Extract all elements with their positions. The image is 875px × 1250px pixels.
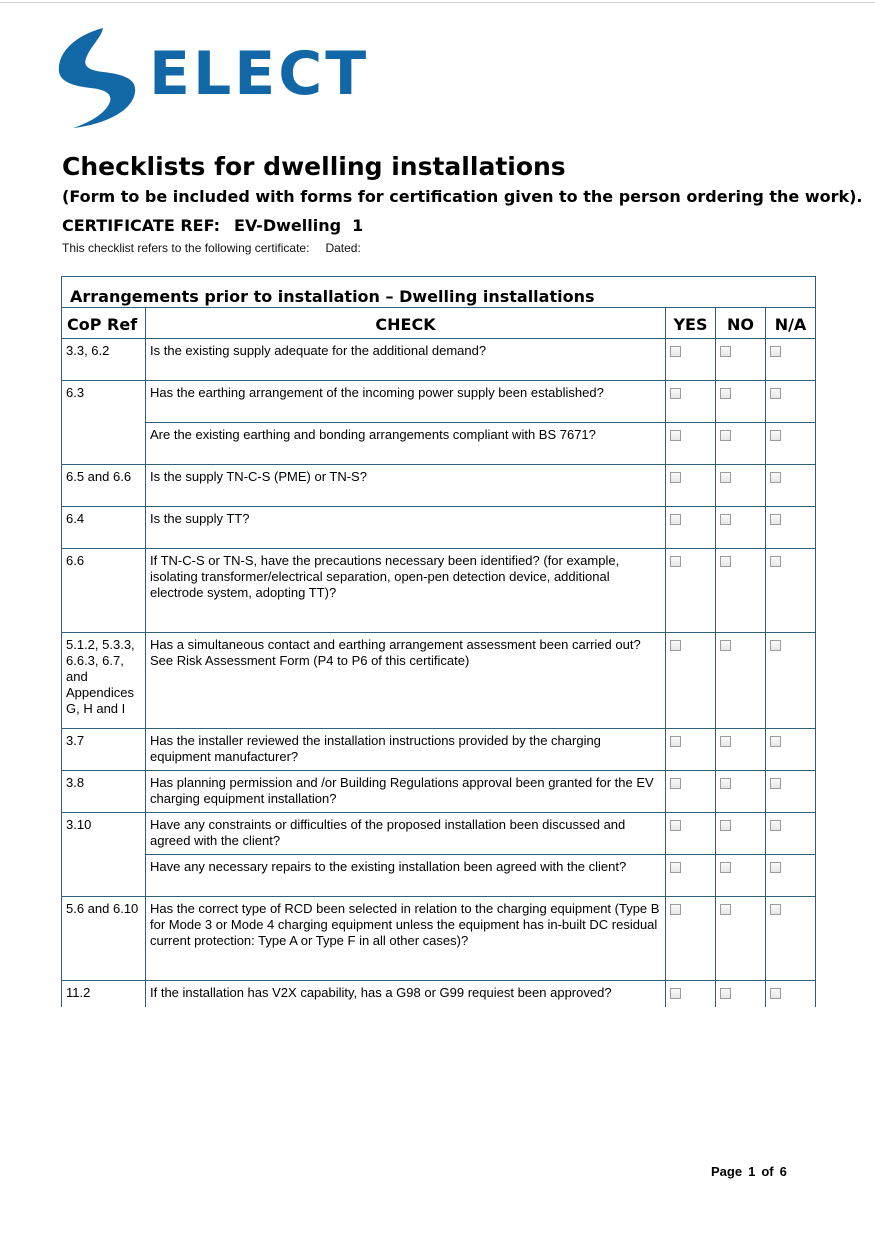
yes-checkbox[interactable]: [670, 640, 681, 651]
no-checkbox[interactable]: [720, 862, 731, 873]
table-row: [62, 423, 816, 465]
yes-checkbox[interactable]: [670, 346, 681, 357]
yes-checkbox[interactable]: [670, 988, 681, 999]
certificate-reference-line: [62, 240, 361, 256]
table-row: [62, 981, 816, 1007]
no-checkbox[interactable]: [720, 736, 731, 747]
table-row: [62, 549, 816, 633]
cop-ref-cell: 6.6: [62, 549, 146, 633]
na-checkbox[interactable]: [770, 904, 781, 915]
check-question: Has the correct type of RCD been selected in relation to the charging equipment (Type B for Mode 3 or Mode 4 charging equipment unless the equipment has in-built DC residual current protection: Type A or Type F in all other cases)?: [146, 897, 666, 981]
check-question: Has the installer reviewed the installation instructions provided by the charging equipment manufacturer?: [146, 729, 666, 771]
table-row: [62, 729, 816, 771]
na-checkbox[interactable]: [770, 388, 781, 399]
cop-ref-cell: 5.1.2, 5.3.3, 6.6.3, 6.7, and Appendices G, H and I: [62, 633, 146, 729]
check-question: Is the supply TN-C-S (PME) or TN-S?: [146, 465, 666, 507]
yes-checkbox[interactable]: [670, 820, 681, 831]
page-label: Page: [711, 1164, 743, 1179]
no-checkbox[interactable]: [720, 640, 731, 651]
check-question: Has planning permission and /or Building Regulations approval been granted for the EV charging equipment installation?: [146, 771, 666, 813]
cop-ref-cell: 6.5 and 6.6: [62, 465, 146, 507]
na-checkbox[interactable]: [770, 736, 781, 747]
table-row: [62, 465, 816, 507]
no-checkbox[interactable]: [720, 988, 731, 999]
page-number-footer: [711, 1164, 787, 1180]
na-checkbox[interactable]: [770, 820, 781, 831]
na-checkbox[interactable]: [770, 778, 781, 789]
na-checkbox[interactable]: [770, 346, 781, 357]
check-question: Is the existing supply adequate for the additional demand?: [146, 339, 666, 381]
cop-ref-cell: 3.7: [62, 729, 146, 771]
na-checkbox[interactable]: [770, 640, 781, 651]
table-row: [62, 507, 816, 549]
no-checkbox[interactable]: [720, 472, 731, 483]
cop-ref-cell: 3.10: [62, 813, 146, 897]
cop-ref-cell: 6.4: [62, 507, 146, 549]
no-checkbox[interactable]: [720, 820, 731, 831]
table-row: [62, 855, 816, 897]
yes-checkbox[interactable]: [670, 778, 681, 789]
header-no: NO: [716, 308, 766, 339]
s-swoosh-icon: [55, 26, 155, 130]
table-row: [62, 897, 816, 981]
cert-ref-value: EV-Dwelling 1: [234, 216, 364, 235]
na-checkbox[interactable]: [770, 430, 781, 441]
na-checkbox[interactable]: [770, 514, 781, 525]
cop-ref-cell: 3.8: [62, 771, 146, 813]
section-title: Arrangements prior to installation – Dwelling installations: [62, 277, 816, 308]
checklist-table: [61, 276, 816, 1007]
check-question: Is the supply TT?: [146, 507, 666, 549]
table-row: [62, 381, 816, 423]
no-checkbox[interactable]: [720, 778, 731, 789]
cop-ref-cell: 5.6 and 6.10: [62, 897, 146, 981]
na-checkbox[interactable]: [770, 556, 781, 567]
yes-checkbox[interactable]: [670, 514, 681, 525]
no-checkbox[interactable]: [720, 346, 731, 357]
check-question: Have any necessary repairs to the existing installation been agreed with the client?: [146, 855, 666, 897]
yes-checkbox[interactable]: [670, 862, 681, 873]
cert-ref-label: CERTIFICATE REF:: [62, 216, 221, 235]
no-checkbox[interactable]: [720, 904, 731, 915]
yes-checkbox[interactable]: [670, 430, 681, 441]
table-row: [62, 339, 816, 381]
refers-text: This checklist refers to the following certificate:: [62, 241, 310, 255]
select-logo: [55, 26, 370, 130]
no-checkbox[interactable]: [720, 514, 731, 525]
check-question: Has a simultaneous contact and earthing arrangement assessment been carried out? See Risk Assessment Form (P4 to P6 of this certificate): [146, 633, 666, 729]
table-row: [62, 633, 816, 729]
yes-checkbox[interactable]: [670, 736, 681, 747]
check-question: Have any constraints or difficulties of the proposed installation been discussed and agreed with the client?: [146, 813, 666, 855]
cop-ref-cell: 6.3: [62, 381, 146, 465]
check-question: If TN-C-S or TN-S, have the precautions necessary been identified? (for example, isolating transformer/electrical separation, open-pen detection device, additional electrode system, adopting TT)?: [146, 549, 666, 633]
of-label: of: [761, 1164, 774, 1179]
logo-wordmark: ELECT: [149, 39, 370, 109]
header-check: CHECK: [146, 308, 666, 339]
na-checkbox[interactable]: [770, 472, 781, 483]
yes-checkbox[interactable]: [670, 388, 681, 399]
page-subtitle: (Form to be included with forms for certification given to the person ordering the work).: [62, 187, 863, 206]
na-checkbox[interactable]: [770, 862, 781, 873]
table-row: [62, 771, 816, 813]
check-question: Are the existing earthing and bonding arrangements compliant with BS 7671?: [146, 423, 666, 465]
top-divider: [0, 2, 875, 3]
no-checkbox[interactable]: [720, 556, 731, 567]
yes-checkbox[interactable]: [670, 556, 681, 567]
check-question: If the installation has V2X capability, has a G98 or G99 requiest been approved?: [146, 981, 666, 1007]
dated-label: Dated:: [325, 241, 361, 255]
page-total: 6: [779, 1164, 787, 1179]
table-header-row: [62, 308, 816, 339]
cop-ref-cell: 11.2: [62, 981, 146, 1007]
certificate-ref: [62, 215, 363, 237]
page-title: Checklists for dwelling installations: [62, 152, 566, 181]
check-question: Has the earthing arrangement of the incoming power supply been established?: [146, 381, 666, 423]
header-na: N/A: [766, 308, 816, 339]
table-row: [62, 813, 816, 855]
checklist-table-container: [61, 276, 815, 1007]
no-checkbox[interactable]: [720, 388, 731, 399]
yes-checkbox[interactable]: [670, 472, 681, 483]
page-number: 1: [748, 1164, 756, 1179]
cop-ref-cell: 3.3, 6.2: [62, 339, 146, 381]
yes-checkbox[interactable]: [670, 904, 681, 915]
no-checkbox[interactable]: [720, 430, 731, 441]
na-checkbox[interactable]: [770, 988, 781, 999]
header-yes: YES: [666, 308, 716, 339]
header-cop-ref: CoP Ref: [62, 308, 146, 339]
